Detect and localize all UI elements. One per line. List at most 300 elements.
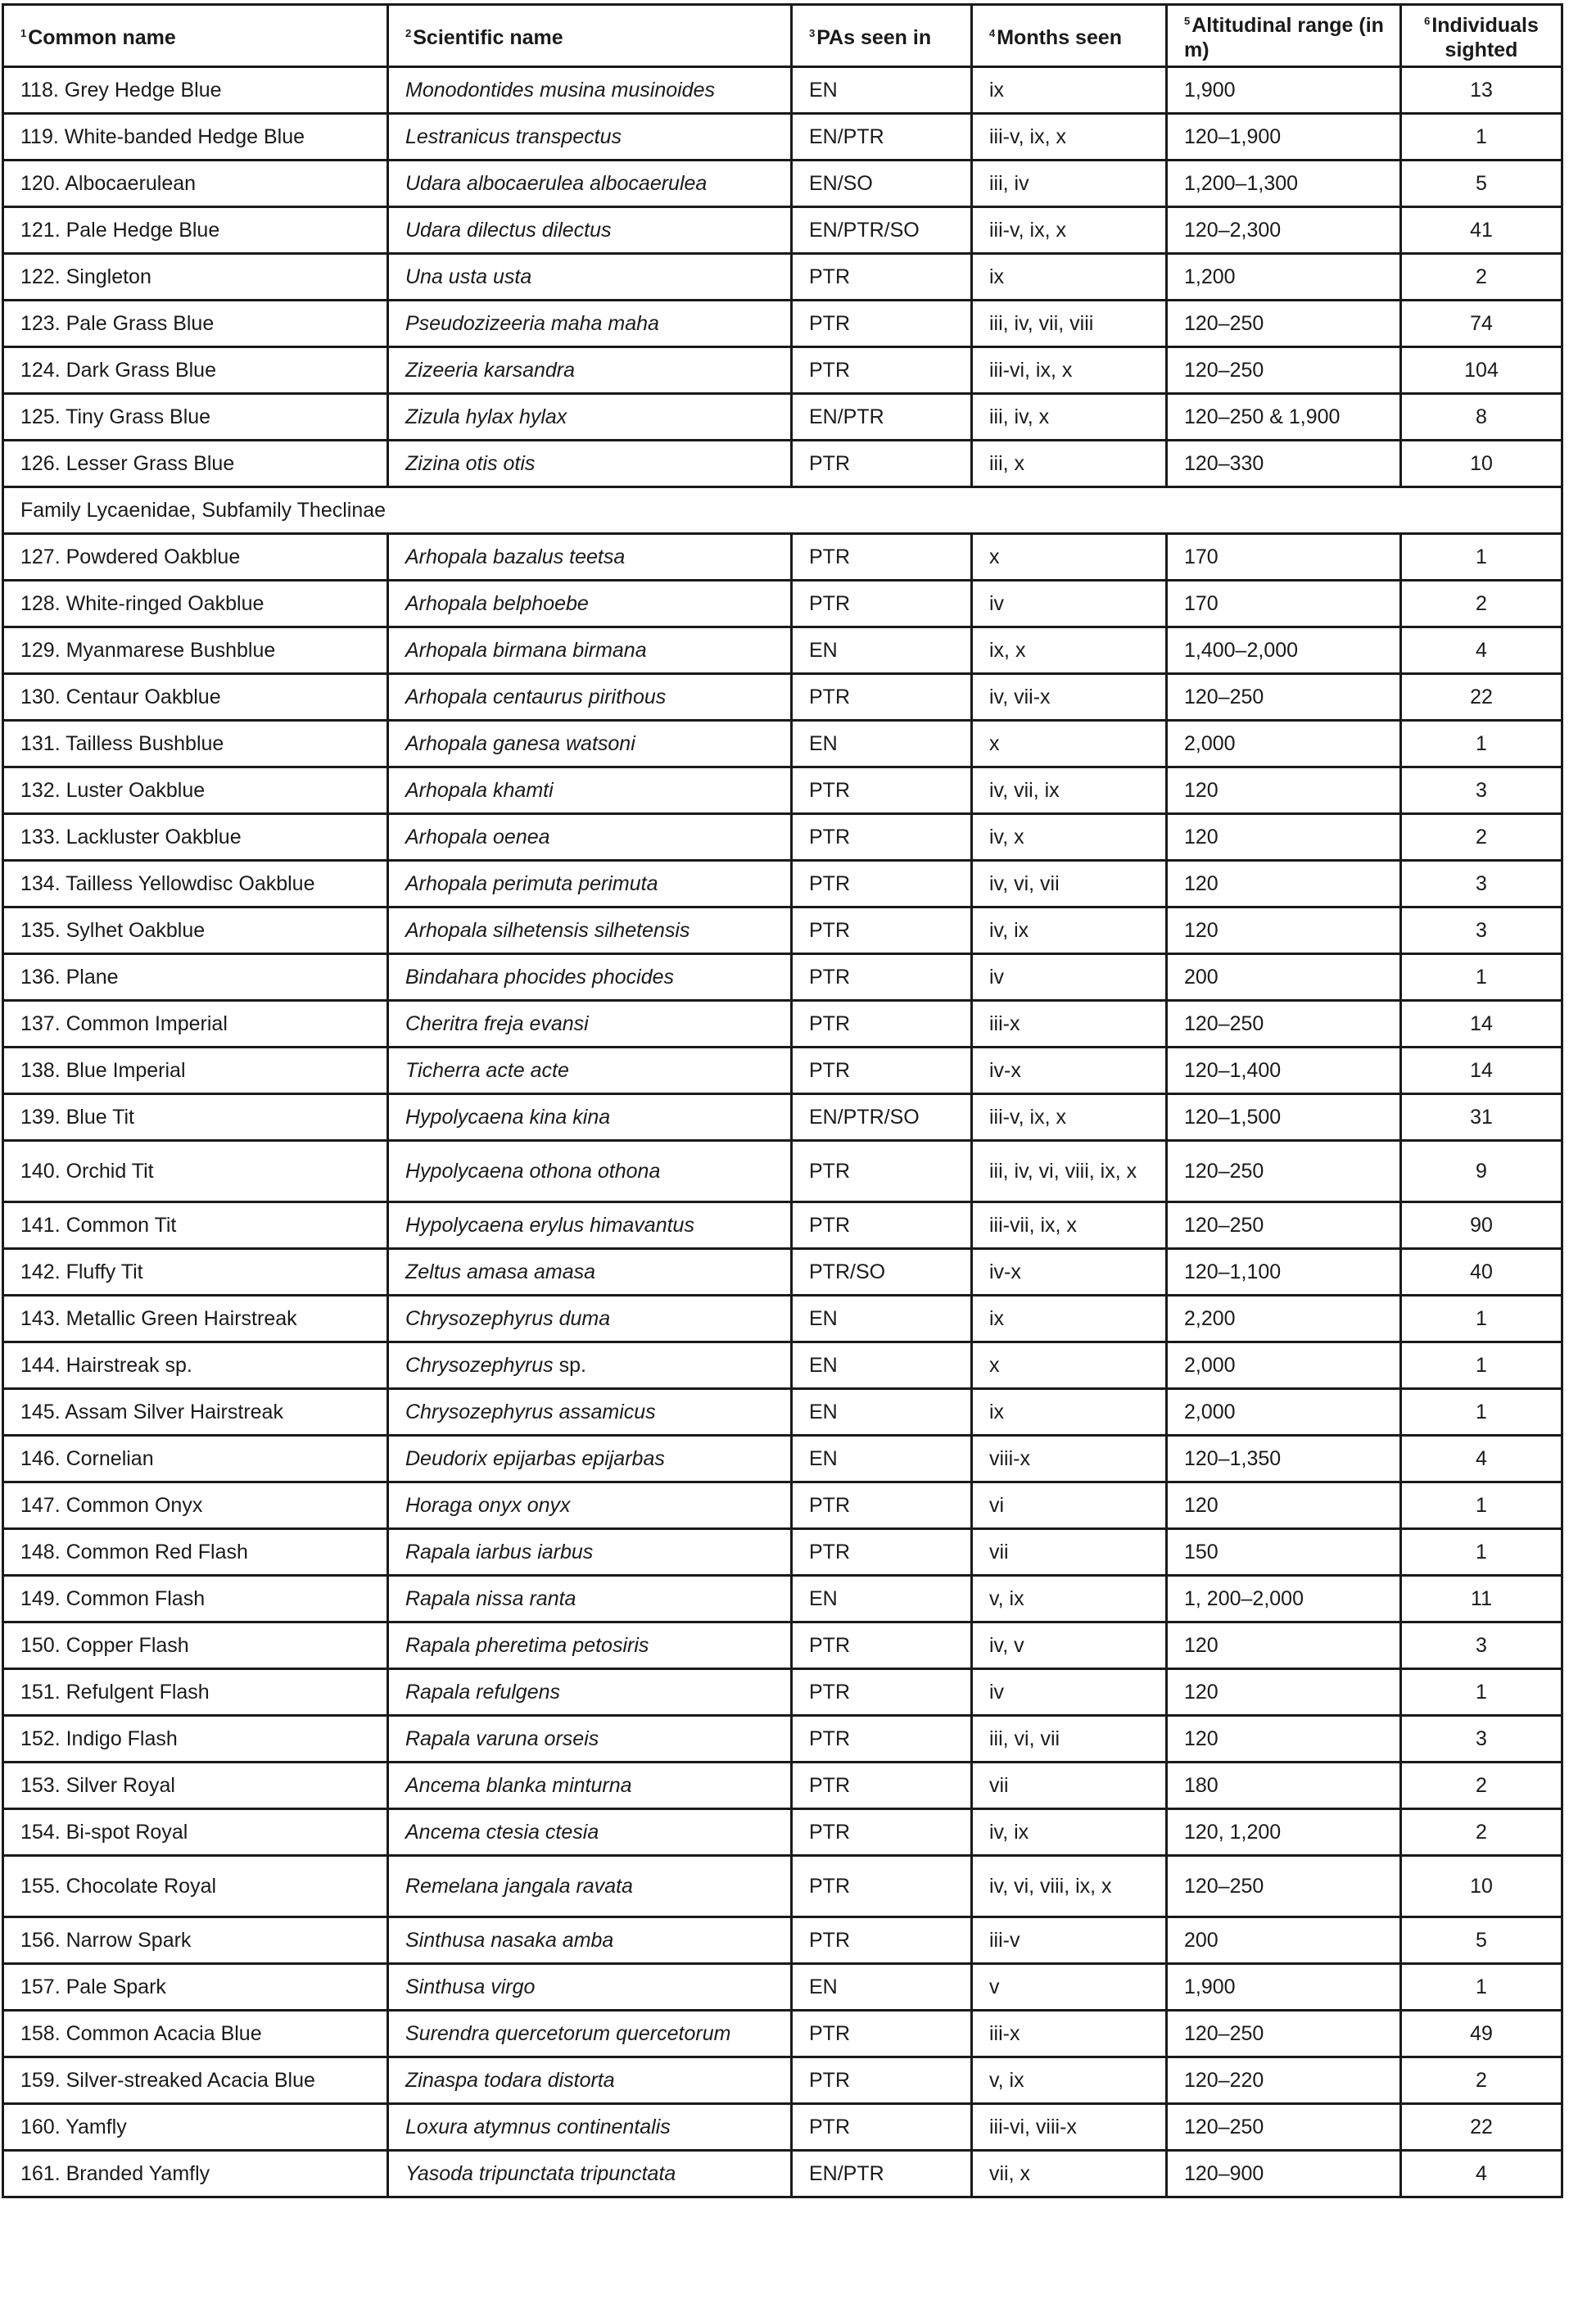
pas-seen-cell: PTR — [792, 441, 972, 487]
pas-seen-cell: EN/PTR — [792, 2151, 972, 2197]
pas-seen-cell: EN — [792, 1576, 972, 1622]
pas-seen-cell: PTR — [792, 1048, 972, 1094]
pas-seen-cell: EN — [792, 721, 972, 767]
individuals-sighted-cell: 1 — [1401, 954, 1562, 1001]
table-row — [3, 767, 1562, 814]
pas-seen-cell: PTR — [792, 1669, 972, 1716]
individuals-sighted-cell: 1 — [1401, 1964, 1562, 2011]
table-row — [3, 1964, 1562, 2011]
individuals-sighted-cell: 14 — [1401, 1048, 1562, 1094]
table-row — [3, 161, 1562, 207]
months-seen-cell: iii, iv, x — [972, 394, 1167, 441]
months-seen-cell: x — [972, 1342, 1167, 1389]
altitudinal-range-cell: 120–250 — [1167, 1856, 1401, 1917]
scientific-name-cell: Cheritra freja evansi — [388, 1001, 792, 1048]
scientific-name-cell: Loxura atymnus continentalis — [388, 2104, 792, 2151]
table-row — [3, 1669, 1562, 1716]
individuals-sighted-cell: 2 — [1401, 581, 1562, 627]
common-name-cell: 123. Pale Grass Blue — [3, 301, 388, 347]
individuals-sighted-cell: 31 — [1401, 1094, 1562, 1141]
months-seen-cell: v, ix — [972, 2057, 1167, 2104]
individuals-sighted-cell: 14 — [1401, 1001, 1562, 1048]
table-row — [3, 1202, 1562, 1249]
common-name-cell: 151. Refulgent Flash — [3, 1669, 388, 1716]
altitudinal-range-cell: 1,900 — [1167, 1964, 1401, 2011]
header-scientific-name: $^2$Scientific name — [388, 5, 792, 67]
individuals-sighted-cell: 1 — [1401, 1389, 1562, 1436]
altitudinal-range-cell: 120–1,350 — [1167, 1436, 1401, 1482]
scientific-name-cell: Hypolycaena kina kina — [388, 1094, 792, 1141]
table-row — [3, 2151, 1562, 2197]
pas-seen-cell: PTR — [792, 1001, 972, 1048]
months-seen-cell: iii, iv — [972, 161, 1167, 207]
table-row — [3, 1763, 1562, 1809]
altitudinal-range-cell: 120–1,400 — [1167, 1048, 1401, 1094]
scientific-name-cell: Arhopala centaurus pirithous — [388, 674, 792, 721]
common-name-cell: 136. Plane — [3, 954, 388, 1001]
table-row — [3, 1856, 1562, 1917]
individuals-sighted-cell: 4 — [1401, 2151, 1562, 2197]
table-row — [3, 1342, 1562, 1389]
header-months-seen: $^4$Months seen — [972, 5, 1167, 67]
months-seen-cell: vii — [972, 1763, 1167, 1809]
months-seen-cell: iii, iv, vii, viii — [972, 301, 1167, 347]
scientific-name-cell: Sinthusa virgo — [388, 1964, 792, 2011]
scientific-name-cell: Arhopala birmana birmana — [388, 627, 792, 674]
pas-seen-cell: PTR — [792, 1809, 972, 1856]
months-seen-cell: vi — [972, 1482, 1167, 1529]
common-name-cell: 150. Copper Flash — [3, 1622, 388, 1669]
pas-seen-cell: PTR — [792, 954, 972, 1001]
scientific-name-cell: Surendra quercetorum quercetorum — [388, 2011, 792, 2057]
individuals-sighted-cell: 22 — [1401, 2104, 1562, 2151]
months-seen-cell: iii-v — [972, 1917, 1167, 1964]
table-row — [3, 2104, 1562, 2151]
pas-seen-cell: PTR — [792, 1716, 972, 1763]
individuals-sighted-cell: 10 — [1401, 1856, 1562, 1917]
pas-seen-cell: EN/PTR/SO — [792, 1094, 972, 1141]
months-seen-cell: iv, ix — [972, 907, 1167, 954]
months-seen-cell: iii-vi, viii-x — [972, 2104, 1167, 2151]
pas-seen-cell: PTR — [792, 534, 972, 581]
months-seen-cell: iii, iv, vi, viii, ix, x — [972, 1141, 1167, 1202]
pas-seen-cell: PTR — [792, 1482, 972, 1529]
scientific-name-cell: Zizeeria karsandra — [388, 347, 792, 394]
altitudinal-range-cell: 120–1,900 — [1167, 114, 1401, 161]
table-row — [3, 814, 1562, 861]
common-name-cell: 141. Common Tit — [3, 1202, 388, 1249]
table-row — [3, 67, 1562, 114]
months-seen-cell: iii-vi, ix, x — [972, 347, 1167, 394]
individuals-sighted-cell: 1 — [1401, 721, 1562, 767]
months-seen-cell: vii, x — [972, 2151, 1167, 2197]
individuals-sighted-cell: 5 — [1401, 1917, 1562, 1964]
altitudinal-range-cell: 200 — [1167, 1917, 1401, 1964]
common-name-cell: 155. Chocolate Royal — [3, 1856, 388, 1917]
table-row — [3, 2011, 1562, 2057]
scientific-name-cell: Remelana jangala ravata — [388, 1856, 792, 1917]
altitudinal-range-cell: 120 — [1167, 907, 1401, 954]
common-name-cell: 121. Pale Hedge Blue — [3, 207, 388, 254]
scientific-name-cell: Bindahara phocides phocides — [388, 954, 792, 1001]
table-body-group-2 — [3, 534, 1562, 2197]
individuals-sighted-cell: 2 — [1401, 1809, 1562, 1856]
table-row — [3, 347, 1562, 394]
altitudinal-range-cell: 2,200 — [1167, 1296, 1401, 1342]
pas-seen-cell: EN — [792, 1296, 972, 1342]
table-row — [3, 394, 1562, 441]
altitudinal-range-cell: 120 — [1167, 1669, 1401, 1716]
table-row — [3, 581, 1562, 627]
scientific-name-cell: Arhopala khamti — [388, 767, 792, 814]
individuals-sighted-cell: 3 — [1401, 861, 1562, 907]
scientific-name-cell — [388, 1342, 792, 1389]
common-name-cell: 160. Yamfly — [3, 2104, 388, 2151]
scientific-name-cell: Arhopala silhetensis silhetensis — [388, 907, 792, 954]
individuals-sighted-cell: 4 — [1401, 1436, 1562, 1482]
individuals-sighted-cell: 49 — [1401, 2011, 1562, 2057]
common-name-cell: 153. Silver Royal — [3, 1763, 388, 1809]
common-name-cell: 119. White-banded Hedge Blue — [3, 114, 388, 161]
pas-seen-cell: EN — [792, 67, 972, 114]
altitudinal-range-cell: 120 — [1167, 814, 1401, 861]
months-seen-cell: iv-x — [972, 1249, 1167, 1296]
table-row — [3, 1048, 1562, 1094]
altitudinal-range-cell: 120 — [1167, 861, 1401, 907]
scientific-name-cell: Rapala varuna orseis — [388, 1716, 792, 1763]
common-name-cell: 145. Assam Silver Hairstreak — [3, 1389, 388, 1436]
common-name-cell: 134. Tailless Yellowdisc Oakblue — [3, 861, 388, 907]
pas-seen-cell: PTR — [792, 1529, 972, 1576]
common-name-cell: 129. Myanmarese Bushblue — [3, 627, 388, 674]
individuals-sighted-cell: 74 — [1401, 301, 1562, 347]
altitudinal-range-cell: 120–220 — [1167, 2057, 1401, 2104]
common-name-cell: 158. Common Acacia Blue — [3, 2011, 388, 2057]
individuals-sighted-cell: 22 — [1401, 674, 1562, 721]
months-seen-cell: iii-v, ix, x — [972, 1094, 1167, 1141]
common-name-cell: 154. Bi-spot Royal — [3, 1809, 388, 1856]
months-seen-cell: iii-v, ix, x — [972, 114, 1167, 161]
altitudinal-range-cell: 120, 1,200 — [1167, 1809, 1401, 1856]
altitudinal-range-cell: 200 — [1167, 954, 1401, 1001]
pas-seen-cell: PTR — [792, 1917, 972, 1964]
common-name-cell: 161. Branded Yamfly — [3, 2151, 388, 2197]
altitudinal-range-cell: 120–250 — [1167, 2011, 1401, 2057]
scientific-name-cell: Rapala nissa ranta — [388, 1576, 792, 1622]
individuals-sighted-cell: 1 — [1401, 1296, 1562, 1342]
common-name-cell: 142. Fluffy Tit — [3, 1249, 388, 1296]
pas-seen-cell: PTR — [792, 1202, 972, 1249]
scientific-name-cell: Ticherra acte acte — [388, 1048, 792, 1094]
scientific-name-genus: Chrysozephyrus — [405, 1354, 554, 1377]
table-row — [3, 254, 1562, 301]
pas-seen-cell: EN/PTR/SO — [792, 207, 972, 254]
pas-seen-cell: EN — [792, 1436, 972, 1482]
scientific-name-cell: Arhopala belphoebe — [388, 581, 792, 627]
individuals-sighted-cell: 3 — [1401, 1622, 1562, 1669]
months-seen-cell: x — [972, 721, 1167, 767]
altitudinal-range-cell: 1,200–1,300 — [1167, 161, 1401, 207]
common-name-cell: 130. Centaur Oakblue — [3, 674, 388, 721]
scientific-name-cell: Monodontides musina musinoides — [388, 67, 792, 114]
scientific-name-cell: Pseudozizeeria maha maha — [388, 301, 792, 347]
common-name-cell: 156. Narrow Spark — [3, 1917, 388, 1964]
individuals-sighted-cell: 2 — [1401, 1763, 1562, 1809]
common-name-cell: 132. Luster Oakblue — [3, 767, 388, 814]
altitudinal-range-cell: 120 — [1167, 1622, 1401, 1669]
table-row — [3, 954, 1562, 1001]
table-row — [3, 114, 1562, 161]
table-row — [3, 907, 1562, 954]
table-row — [3, 441, 1562, 487]
months-seen-cell: iii-x — [972, 2011, 1167, 2057]
pas-seen-cell: PTR — [792, 1856, 972, 1917]
table-row — [3, 1094, 1562, 1141]
months-seen-cell: iv, ix — [972, 1809, 1167, 1856]
individuals-sighted-cell: 3 — [1401, 1716, 1562, 1763]
altitudinal-range-cell: 2,000 — [1167, 721, 1401, 767]
individuals-sighted-cell: 10 — [1401, 441, 1562, 487]
altitudinal-range-cell: 1,200 — [1167, 254, 1401, 301]
months-seen-cell: iii, vi, vii — [972, 1716, 1167, 1763]
altitudinal-range-cell: 180 — [1167, 1763, 1401, 1809]
common-name-cell: 152. Indigo Flash — [3, 1716, 388, 1763]
altitudinal-range-cell: 120–250 — [1167, 301, 1401, 347]
altitudinal-range-cell: 120–900 — [1167, 2151, 1401, 2197]
scientific-name-cell: Zizina otis otis — [388, 441, 792, 487]
scientific-name-cell: Chrysozephyrus assamicus — [388, 1389, 792, 1436]
altitudinal-range-cell: 170 — [1167, 581, 1401, 627]
altitudinal-range-cell: 120 — [1167, 1482, 1401, 1529]
pas-seen-cell: PTR — [792, 767, 972, 814]
pas-seen-cell: EN/PTR — [792, 114, 972, 161]
scientific-name-cell: Chrysozephyrus duma — [388, 1296, 792, 1342]
altitudinal-range-cell: 2,000 — [1167, 1342, 1401, 1389]
scientific-name-cell: Hypolycaena othona othona — [388, 1141, 792, 1202]
altitudinal-range-cell: 120 — [1167, 767, 1401, 814]
common-name-cell: 131. Tailless Bushblue — [3, 721, 388, 767]
table-row — [3, 1436, 1562, 1482]
common-name-cell: 146. Cornelian — [3, 1436, 388, 1482]
months-seen-cell: iv, x — [972, 814, 1167, 861]
scientific-name-cell: Arhopala oenea — [388, 814, 792, 861]
months-seen-cell: iii-vii, ix, x — [972, 1202, 1167, 1249]
common-name-cell: 143. Metallic Green Hairstreak — [3, 1296, 388, 1342]
table-row — [3, 1141, 1562, 1202]
table-row — [3, 1389, 1562, 1436]
months-seen-cell: iv-x — [972, 1048, 1167, 1094]
altitudinal-range-cell: 120–1,100 — [1167, 1249, 1401, 1296]
common-name-cell: 128. White-ringed Oakblue — [3, 581, 388, 627]
altitudinal-range-cell: 120–250 — [1167, 2104, 1401, 2151]
species-table-container — [2, 3, 1563, 2198]
pas-seen-cell: EN — [792, 1964, 972, 2011]
table-row — [3, 674, 1562, 721]
months-seen-cell: iv — [972, 1669, 1167, 1716]
table-row — [3, 627, 1562, 674]
common-name-cell: 149. Common Flash — [3, 1576, 388, 1622]
pas-seen-cell: PTR — [792, 581, 972, 627]
pas-seen-cell: PTR — [792, 1141, 972, 1202]
table-row — [3, 1917, 1562, 1964]
scientific-name-cell: Una usta usta — [388, 254, 792, 301]
altitudinal-range-cell: 120–250 — [1167, 674, 1401, 721]
table-row — [3, 1622, 1562, 1669]
months-seen-cell: iv, vi, vii — [972, 861, 1167, 907]
pas-seen-cell: PTR — [792, 907, 972, 954]
pas-seen-cell: PTR — [792, 2057, 972, 2104]
scientific-name-cell: Udara albocaerulea albocaerulea — [388, 161, 792, 207]
pas-seen-cell: EN/PTR — [792, 394, 972, 441]
scientific-name-cell: Deudorix epijarbas epijarbas — [388, 1436, 792, 1482]
individuals-sighted-cell: 1 — [1401, 114, 1562, 161]
months-seen-cell: x — [972, 534, 1167, 581]
scientific-name-cell: Rapala pheretima petosiris — [388, 1622, 792, 1669]
pas-seen-cell: EN — [792, 627, 972, 674]
altitudinal-range-cell: 150 — [1167, 1529, 1401, 1576]
butterfly-species-table — [2, 3, 1563, 2198]
scientific-name-cell: Zizula hylax hylax — [388, 394, 792, 441]
family-section — [3, 487, 1562, 534]
individuals-sighted-cell: 1 — [1401, 534, 1562, 581]
common-name-cell: 124. Dark Grass Blue — [3, 347, 388, 394]
altitudinal-range-cell: 1,900 — [1167, 67, 1401, 114]
scientific-name-cell: Arhopala perimuta perimuta — [388, 861, 792, 907]
months-seen-cell: ix — [972, 1389, 1167, 1436]
individuals-sighted-cell: 1 — [1401, 1342, 1562, 1389]
altitudinal-range-cell: 120–250 — [1167, 347, 1401, 394]
individuals-sighted-cell: 5 — [1401, 161, 1562, 207]
scientific-name-cell: Zeltus amasa amasa — [388, 1249, 792, 1296]
months-seen-cell: iv, v — [972, 1622, 1167, 1669]
scientific-name-cell: Hypolycaena erylus himavantus — [388, 1202, 792, 1249]
scientific-name-cell: Zinaspa todara distorta — [388, 2057, 792, 2104]
scientific-name-cell: Rapala iarbus iarbus — [388, 1529, 792, 1576]
months-seen-cell: iii-x — [972, 1001, 1167, 1048]
common-name-cell: 135. Sylhet Oakblue — [3, 907, 388, 954]
altitudinal-range-cell: 120–250 — [1167, 1202, 1401, 1249]
pas-seen-cell: EN — [792, 1389, 972, 1436]
individuals-sighted-cell: 40 — [1401, 1249, 1562, 1296]
scientific-name-cell: Sinthusa nasaka amba — [388, 1917, 792, 1964]
pas-seen-cell: EN — [792, 1342, 972, 1389]
table-row — [3, 1001, 1562, 1048]
table-row — [3, 1249, 1562, 1296]
altitudinal-range-cell: 1, 200–2,000 — [1167, 1576, 1401, 1622]
common-name-cell: 127. Powdered Oakblue — [3, 534, 388, 581]
pas-seen-cell: PTR — [792, 301, 972, 347]
common-name-cell: 139. Blue Tit — [3, 1094, 388, 1141]
individuals-sighted-cell: 1 — [1401, 1482, 1562, 1529]
months-seen-cell: viii-x — [972, 1436, 1167, 1482]
months-seen-cell: iii-v, ix, x — [972, 207, 1167, 254]
individuals-sighted-cell: 13 — [1401, 67, 1562, 114]
table-row — [3, 2057, 1562, 2104]
table-row — [3, 207, 1562, 254]
pas-seen-cell: PTR/SO — [792, 1249, 972, 1296]
common-name-cell: 133. Lackluster Oakblue — [3, 814, 388, 861]
pas-seen-cell: PTR — [792, 814, 972, 861]
individuals-sighted-cell: 1 — [1401, 1529, 1562, 1576]
scientific-name-cell: Udara dilectus dilectus — [388, 207, 792, 254]
altitudinal-range-cell: 170 — [1167, 534, 1401, 581]
pas-seen-cell: PTR — [792, 1622, 972, 1669]
pas-seen-cell: PTR — [792, 2011, 972, 2057]
header-common-name: $^1$Common name — [3, 5, 388, 67]
months-seen-cell: iv, vii-x — [972, 674, 1167, 721]
table-row — [3, 1576, 1562, 1622]
scientific-name-cell: Rapala refulgens — [388, 1669, 792, 1716]
table-body-group-1 — [3, 67, 1562, 487]
individuals-sighted-cell: 3 — [1401, 907, 1562, 954]
scientific-name-suffix: sp. — [553, 1354, 586, 1377]
individuals-sighted-cell: 3 — [1401, 767, 1562, 814]
common-name-cell: 120. Albocaerulean — [3, 161, 388, 207]
scientific-name-cell: Ancema blanka minturna — [388, 1763, 792, 1809]
scientific-name-cell: Horaga onyx onyx — [388, 1482, 792, 1529]
common-name-cell: 157. Pale Spark — [3, 1964, 388, 2011]
months-seen-cell: iv — [972, 954, 1167, 1001]
common-name-cell: 122. Singleton — [3, 254, 388, 301]
months-seen-cell: v, ix — [972, 1576, 1167, 1622]
months-seen-cell: iv — [972, 581, 1167, 627]
individuals-sighted-cell: 2 — [1401, 254, 1562, 301]
months-seen-cell: vii — [972, 1529, 1167, 1576]
months-seen-cell: ix — [972, 254, 1167, 301]
scientific-name-cell: Arhopala ganesa watsoni — [388, 721, 792, 767]
common-name-cell: 159. Silver-streaked Acacia Blue — [3, 2057, 388, 2104]
common-name-cell: 125. Tiny Grass Blue — [3, 394, 388, 441]
altitudinal-range-cell: 120–250 — [1167, 1141, 1401, 1202]
months-seen-cell: iv, vii, ix — [972, 767, 1167, 814]
table-row — [3, 1482, 1562, 1529]
scientific-name-cell: Yasoda tripunctata tripunctata — [388, 2151, 792, 2197]
altitudinal-range-cell: 120–250 — [1167, 1001, 1401, 1048]
months-seen-cell: ix — [972, 1296, 1167, 1342]
scientific-name-cell: Lestranicus transpectus — [388, 114, 792, 161]
family-row — [3, 487, 1562, 534]
family-label: Family Lycaenidae, Subfamily Theclinae — [3, 487, 1562, 534]
table-row — [3, 301, 1562, 347]
months-seen-cell: iv, vi, viii, ix, x — [972, 1856, 1167, 1917]
months-seen-cell: v — [972, 1964, 1167, 2011]
pas-seen-cell: PTR — [792, 2104, 972, 2151]
table-row — [3, 1296, 1562, 1342]
common-name-cell: 138. Blue Imperial — [3, 1048, 388, 1094]
individuals-sighted-cell: 90 — [1401, 1202, 1562, 1249]
scientific-name-cell: Ancema ctesia ctesia — [388, 1809, 792, 1856]
pas-seen-cell: PTR — [792, 674, 972, 721]
months-seen-cell: ix — [972, 67, 1167, 114]
table-row — [3, 721, 1562, 767]
altitudinal-range-cell: 1,400–2,000 — [1167, 627, 1401, 674]
common-name-cell: 144. Hairstreak sp. — [3, 1342, 388, 1389]
common-name-cell: 137. Common Imperial — [3, 1001, 388, 1048]
pas-seen-cell: PTR — [792, 347, 972, 394]
altitudinal-range-cell: 120–250 & 1,900 — [1167, 394, 1401, 441]
months-seen-cell: iii, x — [972, 441, 1167, 487]
common-name-cell: 148. Common Red Flash — [3, 1529, 388, 1576]
altitudinal-range-cell: 120 — [1167, 1716, 1401, 1763]
header-individuals-sighted: $^6$Individuals sighted — [1401, 5, 1562, 67]
common-name-cell: 140. Orchid Tit — [3, 1141, 388, 1202]
individuals-sighted-cell: 8 — [1401, 394, 1562, 441]
common-name-cell: 126. Lesser Grass Blue — [3, 441, 388, 487]
individuals-sighted-cell: 9 — [1401, 1141, 1562, 1202]
common-name-cell: 147. Common Onyx — [3, 1482, 388, 1529]
individuals-sighted-cell: 2 — [1401, 2057, 1562, 2104]
header-pas-seen-in: $^3$PAs seen in — [792, 5, 972, 67]
